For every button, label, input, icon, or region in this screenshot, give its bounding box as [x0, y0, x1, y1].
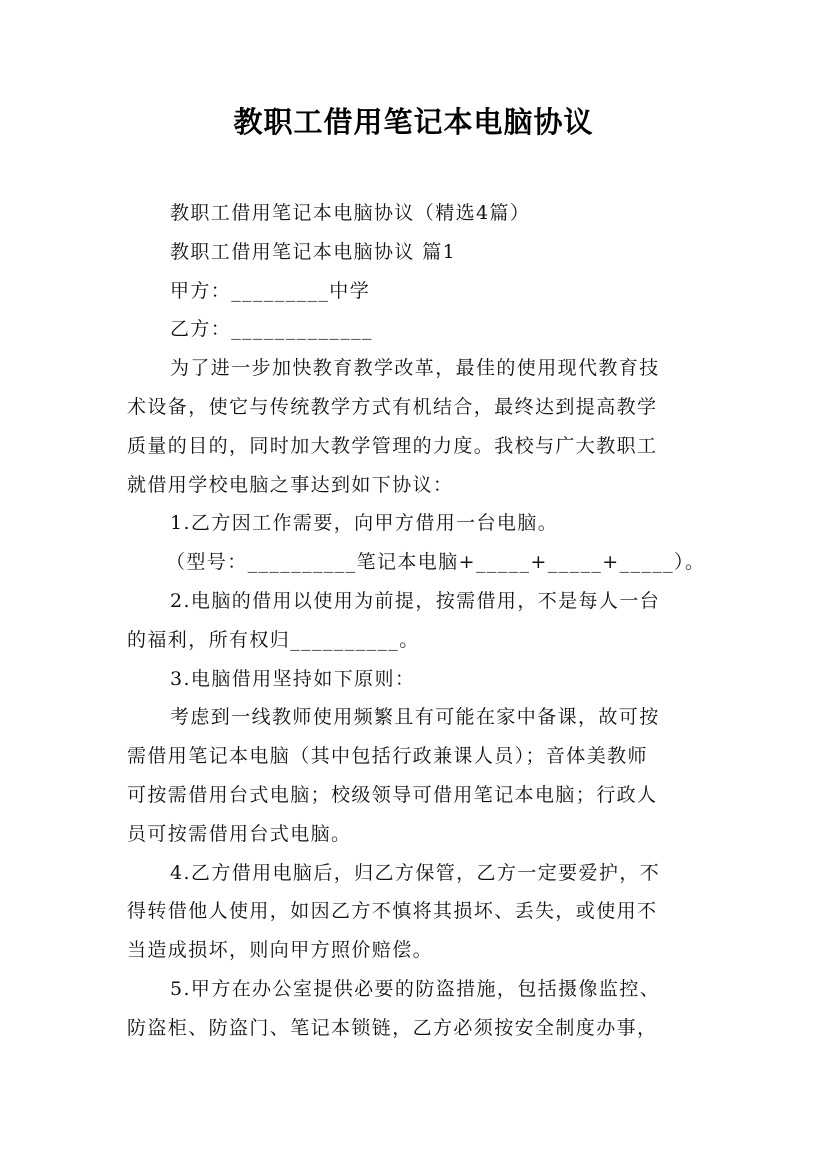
text-line: 得转借他人使用，如因乙方不慎将其损坏、丢失，或使用不: [127, 900, 658, 923]
text-line: 教职工借用笔记本电脑协议（精选4篇）: [170, 202, 531, 224]
text-line: 的福利，所有权归__________。: [127, 628, 420, 651]
document-body: [127, 194, 717, 1048]
text-line: 当造成损坏，则向甲方照价赔偿。: [127, 939, 434, 962]
text-line: 员可按需借用台式电脑。: [127, 822, 352, 845]
text-line: （型号：__________笔记本电脑+_____+_____+_____）。: [166, 551, 706, 574]
text-line: 可按需借用台式电脑；校级领导可借用笔记本电脑；行政人: [127, 783, 658, 806]
text-line: 为了进一步加快教育教学改革，最佳的使用现代教育技: [170, 357, 660, 380]
text-line: 乙方：_____________: [170, 318, 373, 341]
text-line: 需借用笔记本电脑（其中包括行政兼课人员）；音体美教师: [127, 745, 648, 768]
text-line: 3.电脑借用坚持如下原则：: [170, 667, 416, 690]
text-line: 就借用学校电脑之事达到如下协议：: [127, 473, 454, 496]
text-line: 1.乙方因工作需要，向甲方借用一台电脑。: [170, 512, 559, 535]
text-line: 防盗柜、防盗门、笔记本锁链，乙方必须按安全制度办事，: [127, 1016, 658, 1039]
text-line: 2.电脑的借用以使用为前提，按需借用，不是每人一台: [170, 589, 661, 612]
text-line: 质量的目的，同时加大教学管理的力度。我校与广大教职工: [127, 434, 658, 457]
text-line: 考虑到一线教师使用频繁且有可能在家中备课，故可按: [170, 706, 660, 729]
text-line: 甲方：_________中学: [170, 279, 371, 302]
document-title: 教职工借用笔记本电脑协议: [233, 105, 594, 139]
text-line: 5.甲方在办公室提供必要的防盗措施，包括摄像监控、: [170, 977, 661, 1000]
text-line: 教职工借用笔记本电脑协议 篇1: [170, 240, 457, 263]
text-line: 4.乙方借用电脑后，归乙方保管，乙方一定要爱护，不: [170, 861, 661, 884]
text-line: 术设备，使它与传统教学方式有机结合，最终达到提高教学: [127, 395, 658, 418]
